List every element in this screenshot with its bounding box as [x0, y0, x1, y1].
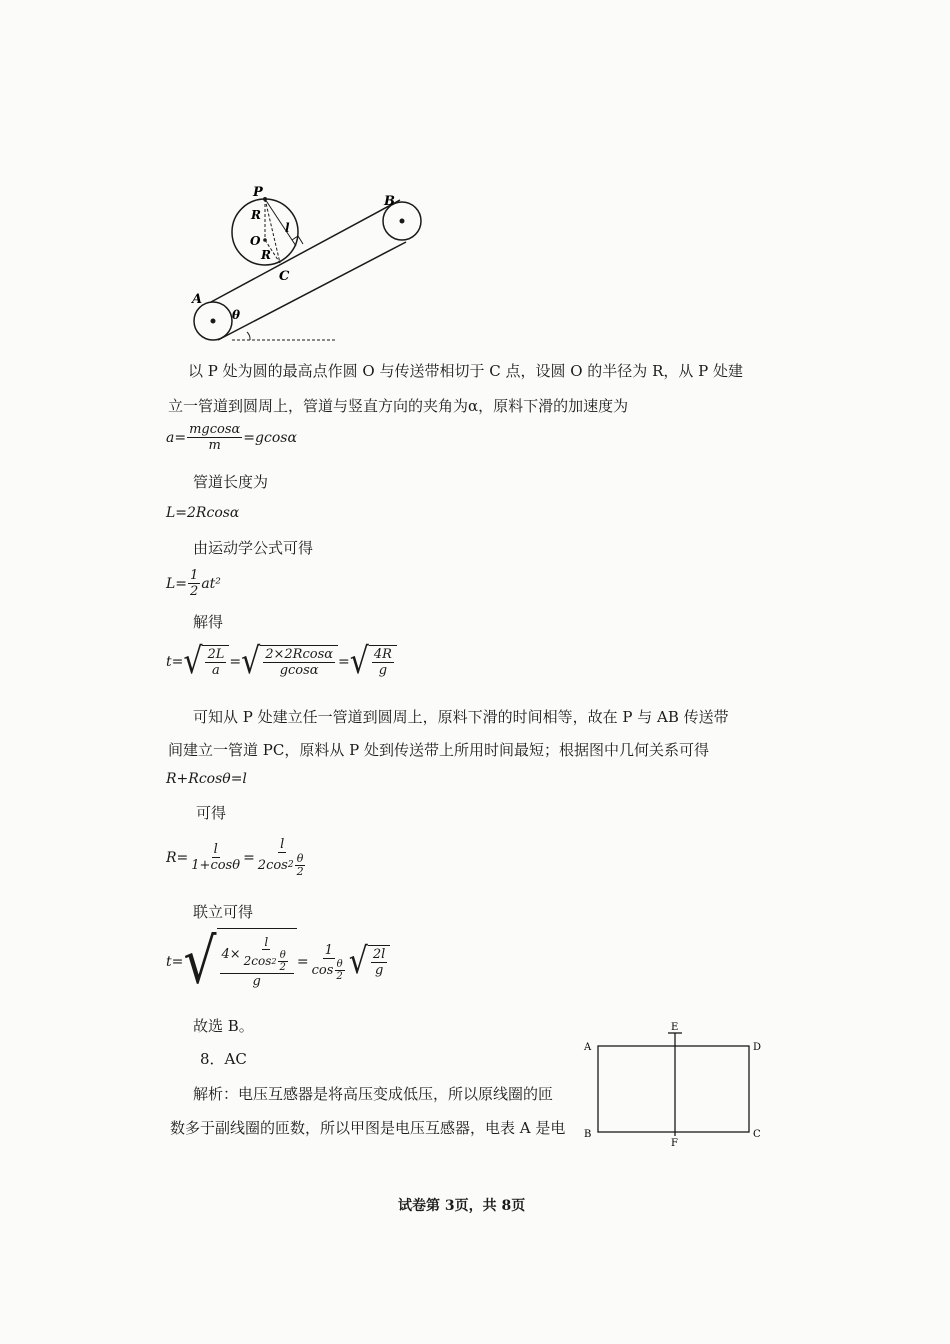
page-footer: 试卷第 3页，共 8页 — [398, 1198, 526, 1214]
solve-label: 解得 — [193, 613, 224, 631]
eq-R-f1-num: l — [213, 842, 218, 857]
label-rect-C: C — [753, 1129, 761, 1140]
eq-R-lhs: R= — [166, 849, 189, 866]
eq-t-f3-num: 4R — [373, 647, 392, 662]
theta-arc — [247, 332, 250, 340]
para2-line1: 可知从 P 处建立任一管道到圆周上，原料下滑的时间相等，故在 P 与 AB 传送带 — [193, 708, 729, 726]
eq-pipe-length: L=2Rcosα — [166, 505, 240, 521]
belt-bottom-edge — [218, 242, 406, 340]
eq-a-fraction — [187, 422, 242, 453]
eq-R-f2-den-sup: 2 — [287, 860, 294, 870]
eq-a-den: m — [208, 438, 221, 453]
label-rect-E: E — [671, 1022, 679, 1033]
eq-t-f1-num: 2L — [207, 647, 225, 662]
eq-t2-den: g — [252, 974, 261, 989]
eq-R-f2-den-a: 2cos — [257, 858, 288, 873]
pulley-B-center — [400, 219, 405, 224]
label-R-bottom: R — [261, 248, 271, 262]
eq-R-f2-den — [256, 853, 309, 878]
obtain-label: 可得 — [196, 804, 227, 822]
label-rect-B: B — [584, 1129, 592, 1140]
eq-t-sqrt-1: √ $\frac{2L}{a}$ — [183, 645, 229, 679]
eq-R-f2 — [256, 837, 309, 878]
combine-label: 联立可得 — [193, 903, 254, 921]
eq-R-eq: = — [243, 849, 255, 866]
eq-t-sqrt-3: √ $\frac{4R}{g}$ — [350, 645, 397, 679]
eq-t-f2-den: gcosα — [279, 663, 319, 678]
eq-t2-lhs: t= — [166, 954, 184, 970]
eq-t2-inner-a: 4× — [221, 947, 241, 962]
rect-ABCD — [598, 1046, 749, 1132]
eq-t-f3-den: g — [378, 663, 388, 678]
label-rect-D: D — [753, 1042, 762, 1053]
label-B: B — [384, 194, 395, 209]
eq-R-f2-den-b — [295, 853, 306, 878]
eq-a-num: mgcosα — [189, 422, 241, 437]
eq-t-eq2: = — [338, 654, 350, 670]
eq-t2-c-num: 1 — [324, 942, 333, 958]
pulley-A-center — [211, 319, 216, 324]
eq-acceleration — [166, 422, 297, 453]
analysis-line2: 数多于副线圈的匝数，所以甲图是电压互感器，电表 A 是电 — [170, 1119, 566, 1137]
eq-t2-inner-den-a: 2cos — [243, 954, 272, 968]
eq-t-sqrt-2: √ $\frac{2\times 2Rcos\alpha}{gcos\alpha}$ — [241, 645, 338, 679]
rectangle-figure — [578, 1018, 768, 1148]
eq-L2-lhs: L= — [166, 575, 188, 592]
eq-t2-coef — [310, 943, 348, 982]
eq-time — [166, 640, 397, 683]
eq-L2-num: 1 — [190, 568, 199, 583]
eq-geometry: R+Rcosθ=l — [166, 771, 247, 787]
belt-top-edge — [211, 200, 400, 302]
question-8: 8．AC — [200, 1050, 247, 1068]
eq-t2-sqrt-small: √ $\frac{2l}{g}$ — [349, 945, 391, 979]
eq-R-f1 — [189, 842, 242, 873]
eq-time-final — [166, 928, 390, 996]
eq-t-f2-num: 2×2Rcosα — [265, 647, 334, 662]
para1-line1: 以 P 处为圆的最高点作圆 O 与传送带相切于 C 点，设圆 O 的半径为 R，从 P 处建 — [188, 362, 744, 380]
conveyor-figure — [180, 180, 440, 350]
pipe-length-label: 管道长度为 — [193, 473, 269, 491]
para2-line2: 间建立一管道 PC，原料从 P 处到传送带上所用时间最短；根据图中几何关系可得 — [168, 741, 709, 759]
label-l: l — [285, 221, 290, 235]
label-O: O — [250, 234, 261, 248]
choose-answer: 故选 B。 — [193, 1017, 254, 1035]
eq-t2-inner-den-two: 2 — [279, 962, 286, 973]
eq-t2-sqrt-big: √ 4× l 2cos 2 $\frac{\theta}{2}$ g — [183, 928, 297, 996]
eq-L2-fraction — [188, 568, 200, 599]
eq-t2-c-den-theta: θ — [336, 958, 343, 970]
para1-line2: 立一管道到圆周上，管道与竖直方向的夹角为α，原料下滑的加速度为 — [168, 397, 629, 415]
eq-L2-rhs: at² — [201, 575, 221, 592]
eq-a-lhs: a= — [166, 429, 187, 446]
eq-R-f2-den-b-den: 2 — [296, 865, 304, 878]
kinematics-label: 由运动学公式可得 — [193, 539, 314, 557]
label-rect-A: A — [584, 1042, 592, 1053]
eq-t2-inner-num: l — [264, 935, 269, 949]
eq-t-lhs: t= — [166, 654, 184, 670]
eq-t2-c-den-two: 2 — [336, 970, 343, 982]
eq-R-f1-den: 1+cosθ — [191, 858, 241, 873]
eq-t2-eq: = — [296, 954, 309, 970]
label-P: P — [253, 185, 263, 200]
label-rect-F: F — [671, 1138, 678, 1148]
eq-R-f2-num: l — [280, 837, 285, 852]
eq-t2-sqrt-den: g — [374, 963, 384, 978]
label-C: C — [279, 269, 290, 284]
eq-L2-den: 2 — [190, 584, 199, 599]
eq-radius — [166, 837, 310, 878]
label-A: A — [192, 292, 203, 307]
label-theta: θ — [232, 308, 241, 322]
eq-t2-sqrt-num: 2l — [372, 947, 386, 962]
label-R-top: R — [251, 208, 261, 222]
eq-t2-inner-den-theta: θ — [279, 950, 286, 961]
analysis-line1: 解析：电压互感器是将高压变成低压，所以原线圈的匝 — [193, 1085, 554, 1103]
eq-t-eq: = — [229, 654, 242, 670]
eq-kinematics — [166, 568, 221, 599]
eq-t2-c-den-a: cos — [311, 962, 334, 978]
eq-t2-inner-den-sup: 2 — [271, 957, 277, 966]
eq-t-f1-den: a — [212, 663, 220, 678]
eq-a-rhs: =gcosα — [243, 429, 297, 446]
l-segment — [265, 199, 296, 246]
eq-R-f2-den-b-num: θ — [296, 852, 304, 865]
